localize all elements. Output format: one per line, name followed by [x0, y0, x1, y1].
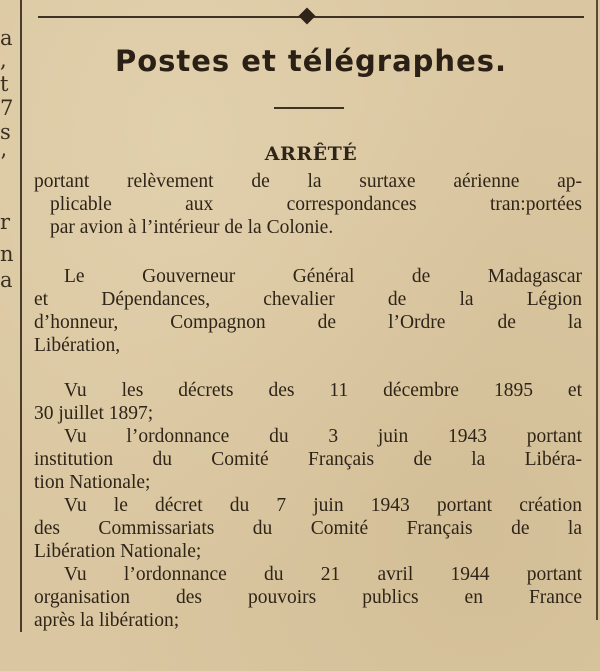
subject-paragraph: [34, 170, 582, 239]
consideration-line: institution du Comité Français de la Libéra-: [34, 449, 582, 470]
consideration-ordonnance-1944: [34, 563, 582, 632]
fragment-char: n: [0, 242, 14, 266]
adjacent-column-fragment: [0, 0, 18, 671]
preamble-line: et Dépendances, chevalier de la Légion: [34, 289, 582, 310]
consideration-line: après la libération;: [34, 610, 180, 631]
preamble-line: d’honneur, Compagnon de l’Ordre de la: [34, 312, 582, 333]
consideration-line: organisation des pouvoirs publics en France: [34, 587, 582, 608]
consideration-line: 30 juillet 1897;: [34, 403, 154, 424]
subject-line: plicable aux correspondances tran:portées: [50, 194, 582, 215]
fragment-char: ,: [0, 48, 7, 72]
column-divider-left: [20, 0, 22, 632]
consideration-line: Vu l’ordonnance du 21 avril 1944 portant: [64, 564, 582, 585]
fragment-char: r: [0, 210, 11, 234]
consideration-line: Libération Nationale;: [34, 541, 202, 562]
consideration-line: tion Nationale;: [34, 472, 151, 493]
fragment-char: a: [0, 26, 13, 50]
fragment-char: t: [0, 72, 9, 96]
consideration-line: Vu l’ordonnance du 3 juin 1943 portant: [64, 426, 582, 447]
consideration-line: Vu le décret du 7 juin 1943 portant création: [64, 495, 582, 516]
document-type-heading: ARRÊTÉ: [264, 143, 358, 165]
fragment-char: s: [0, 120, 11, 144]
fragment-char: ’: [0, 150, 7, 174]
preamble-line: Le Gouverneur Général de Madagascar: [64, 266, 582, 287]
consideration-decrets-1895: [34, 379, 582, 425]
consideration-line: Vu les décrets des 11 décembre 1895 et: [64, 380, 582, 401]
subject-line: portant relèvement de la surtaxe aérienne ap-: [34, 171, 582, 192]
preamble-line: Libération,: [34, 335, 121, 356]
title-underline-rule: [274, 107, 344, 109]
diamond-ornament-icon: [299, 8, 316, 25]
fragment-char: 7: [0, 96, 14, 120]
column-divider-right: [596, 0, 598, 620]
section-title: Postes et télégraphes.: [114, 44, 508, 78]
preamble-paragraph: [34, 265, 582, 357]
consideration-line: des Commissariats du Comité Français de la: [34, 518, 582, 539]
consideration-ordonnance-1943: [34, 425, 582, 494]
consideration-decret-1943: [34, 494, 582, 563]
subject-line: par avion à l’intérieur de la Colonie.: [50, 217, 334, 238]
fragment-char: a: [0, 268, 13, 292]
